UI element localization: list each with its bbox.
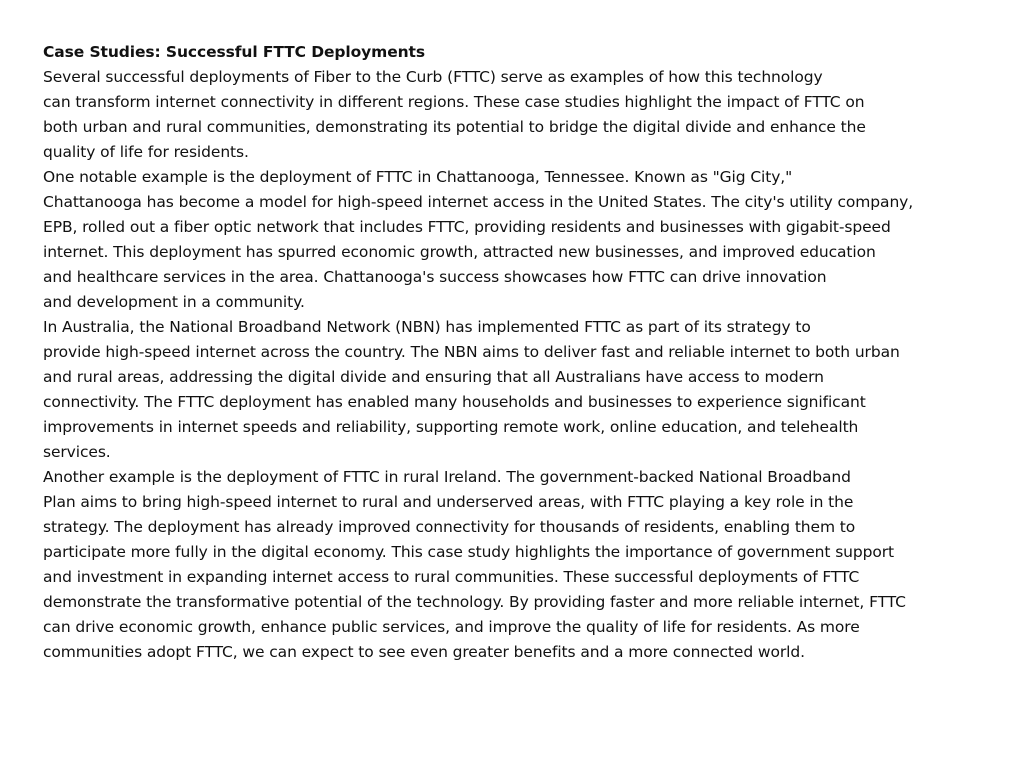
text-line: Chattanooga has become a model for high-speed internet access in the United States. The city's utility company, (43, 193, 914, 211)
text-line: In Australia, the National Broadband Network (NBN) has implemented FTTC as part of its strategy to (43, 318, 811, 336)
text-line: and investment in expanding internet access to rural communities. These successful deployments of FTTC (43, 568, 860, 586)
text-line: both urban and rural communities, demonstrating its potential to bridge the digital divide and enhance the (43, 118, 866, 136)
text-line: quality of life for residents. (43, 143, 249, 161)
text-line: provide high-speed internet across the country. The NBN aims to deliver fast and reliable internet to both urban (43, 343, 900, 361)
document-body (43, 40, 1003, 665)
text-line: can drive economic growth, enhance public services, and improve the quality of life for residents. As more (43, 618, 860, 636)
text-line: demonstrate the transformative potential of the technology. By providing faster and more reliable internet, FTTC (43, 593, 906, 611)
text-line: communities adopt FTTC, we can expect to see even greater benefits and a more connected world. (43, 643, 805, 661)
text-line: connectivity. The FTTC deployment has enabled many households and businesses to experience significant (43, 393, 866, 411)
text-line: participate more fully in the digital economy. This case study highlights the importance of government support (43, 543, 895, 561)
text-line: and rural areas, addressing the digital divide and ensuring that all Australians have access to modern (43, 368, 824, 386)
text-line: improvements in internet speeds and reliability, supporting remote work, online education, and telehealth (43, 418, 859, 436)
text-line: internet. This deployment has spurred economic growth, attracted new businesses, and improved education (43, 243, 876, 261)
text-line: services. (43, 443, 111, 461)
text-line: Another example is the deployment of FTTC in rural Ireland. The government-backed National Broadband (43, 468, 851, 486)
text-line: EPB, rolled out a fiber optic network that includes FTTC, providing residents and businesses with gigabit-speed (43, 218, 891, 236)
document-title: Case Studies: Successful FTTC Deployments (43, 43, 425, 61)
text-line: and development in a community. (43, 293, 305, 311)
text-line: can transform internet connectivity in different regions. These case studies highlight the impact of FTTC on (43, 93, 865, 111)
text-line: Several successful deployments of Fiber to the Curb (FTTC) serve as examples of how this technology (43, 68, 823, 86)
text-line: and healthcare services in the area. Chattanooga's success showcases how FTTC can drive innovation (43, 268, 827, 286)
text-line: One notable example is the deployment of FTTC in Chattanooga, Tennessee. Known as "Gig City," (43, 168, 793, 186)
text-line: strategy. The deployment has already improved connectivity for thousands of residents, enabling them to (43, 518, 856, 536)
text-line: Plan aims to bring high-speed internet to rural and underserved areas, with FTTC playing a key role in the (43, 493, 854, 511)
